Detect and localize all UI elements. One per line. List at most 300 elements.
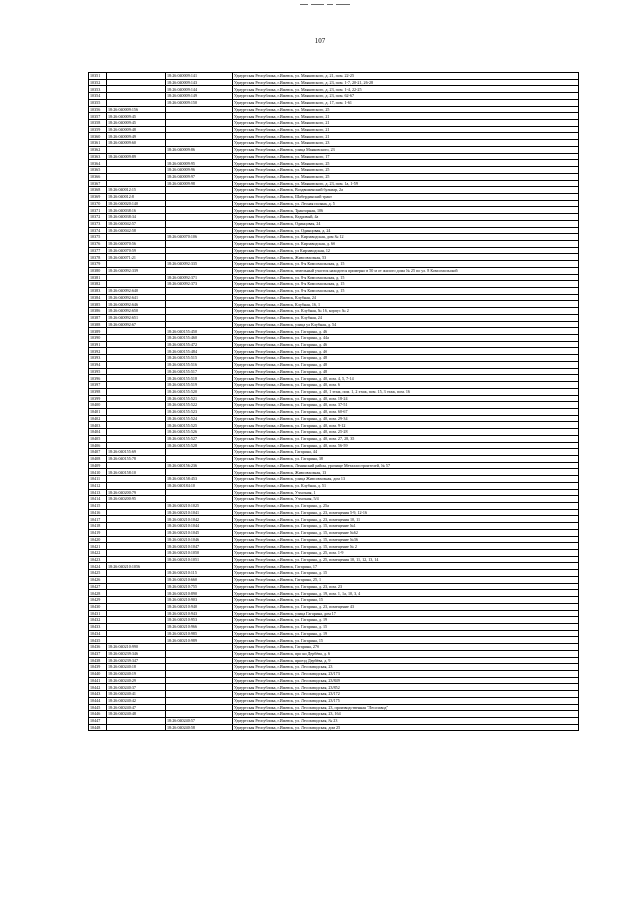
table-row <box>89 314 579 321</box>
land-cadastral-number-cell <box>107 422 166 429</box>
table-row <box>89 476 579 483</box>
building-cadastral-number-cell: 18:26:040210:1041 <box>166 509 233 516</box>
row-number-cell: 10418 <box>89 523 107 530</box>
table-row <box>89 388 579 395</box>
building-cadastral-number-cell: 18:26:040210:953 <box>166 617 233 624</box>
address-cell: Удмуртская Республика, г.Ижевск, ул. Гагарина, д. 4б <box>233 348 579 355</box>
row-number-cell: 10355 <box>89 99 107 106</box>
land-cadastral-number-cell: 18:26:040155:69 <box>107 449 166 456</box>
address-cell: Удмуртская Республика, г.Ижевск, ул. Гагарина, 15 <box>233 597 579 604</box>
land-cadastral-number-cell: 18:26:040009:45 <box>107 120 166 127</box>
land-cadastral-number-cell <box>107 509 166 516</box>
address-cell: Удмуртская Республика, г.Ижевск, улица Маяковского, 23 <box>233 146 579 153</box>
table-row <box>89 361 579 368</box>
building-cadastral-number-cell: 18:26:040155:520 <box>166 388 233 395</box>
table-row <box>89 597 579 604</box>
table-row <box>89 657 579 664</box>
building-cadastral-number-cell: 18:26:040240:57 <box>166 718 233 725</box>
land-cadastral-number-cell: 18:26:040009:60 <box>107 140 166 147</box>
land-cadastral-number-cell: 18:26:040240:47 <box>107 704 166 711</box>
land-cadastral-number-cell: 18:26:040200:95 <box>107 496 166 503</box>
land-cadastral-number-cell <box>107 442 166 449</box>
row-number-cell: 10375 <box>89 234 107 241</box>
building-cadastral-number-cell <box>166 140 233 147</box>
address-cell: Удмуртская Республика, г.Ижевск, ул. Гагарина, д. 15 <box>233 623 579 630</box>
building-cadastral-number-cell <box>166 187 233 194</box>
table-row <box>89 193 579 200</box>
land-cadastral-number-cell <box>107 630 166 637</box>
table-row <box>89 133 579 140</box>
table-row <box>89 355 579 362</box>
table-row <box>89 583 579 590</box>
row-number-cell: 10433 <box>89 623 107 630</box>
row-number-cell: 10376 <box>89 240 107 247</box>
address-cell: Удмуртская Республика, г.Ижевск, ул. Гагарина, д. 40, пом. 6 <box>233 382 579 389</box>
row-number-cell: 10438 <box>89 657 107 664</box>
building-cadastral-number-cell <box>166 711 233 718</box>
building-cadastral-number-cell: 18:26:040009:97 <box>166 173 233 180</box>
row-number-cell: 10385 <box>89 301 107 308</box>
land-cadastral-number-cell <box>107 583 166 590</box>
row-number-cell: 10406 <box>89 442 107 449</box>
table-row <box>89 670 579 677</box>
address-cell: Удмуртская Республика, г.Ижевск, ул. Гагарина, д. 46 <box>233 341 579 348</box>
table-row <box>89 664 579 671</box>
address-cell: Удмуртская Республика, г.Ижевск, ул. Маяковского, 17 <box>233 153 579 160</box>
address-cell: Удмуртская Республика, г.Ижевск, ул. Лесозаводская, № 23 <box>233 718 579 725</box>
building-cadastral-number-cell: 18:26:040158:453 <box>166 476 233 483</box>
building-cadastral-number-cell: 18:26:040210:940 <box>166 603 233 610</box>
land-cadastral-number-cell: 18:26:040092:67 <box>107 321 166 328</box>
row-number-cell: 10427 <box>89 583 107 590</box>
land-cadastral-number-cell <box>107 368 166 375</box>
address-cell: Удмуртская Республика, г.Ижевск, ул. Лесная поляна, д. 5 <box>233 200 579 207</box>
building-cadastral-number-cell <box>166 455 233 462</box>
address-cell: Удмуртская Республика, г.Ижевск, ул. Лесозаводская, дом 25 <box>233 724 579 731</box>
building-cadastral-number-cell <box>166 301 233 308</box>
table-row <box>89 120 579 127</box>
row-number-cell: 10428 <box>89 590 107 597</box>
building-cadastral-number-cell <box>166 684 233 691</box>
land-cadastral-number-cell: 18:26:040240:48 <box>107 711 166 718</box>
table-row <box>89 308 579 315</box>
row-number-cell: 10444 <box>89 697 107 704</box>
address-cell: Удмуртская Республика, г.Ижевск, ул. Гагарина, д. 23, помещения 10, 11 <box>233 516 579 523</box>
land-cadastral-number-cell: 18:26:040009:45 <box>107 113 166 120</box>
row-number-cell: 10420 <box>89 536 107 543</box>
row-number-cell: 10400 <box>89 402 107 409</box>
address-cell: Удмуртская Республика, г.Ижевск, Воздвиженский бульвар, 2а <box>233 187 579 194</box>
row-number-cell: 10440 <box>89 670 107 677</box>
building-cadastral-number-cell: 18:26:040009:86 <box>166 146 233 153</box>
building-cadastral-number-cell <box>166 677 233 684</box>
table-row <box>89 220 579 227</box>
table-row <box>89 415 579 422</box>
row-number-cell: 10379 <box>89 261 107 268</box>
table-row <box>89 644 579 651</box>
table-row <box>89 536 579 543</box>
row-number-cell: 10431 <box>89 610 107 617</box>
building-cadastral-number-cell: 18:26:040155:450 <box>166 328 233 335</box>
row-number-cell: 10360 <box>89 133 107 140</box>
table-row <box>89 455 579 462</box>
land-cadastral-number-cell: 18:26:040092:646 <box>107 301 166 308</box>
row-number-cell: 10382 <box>89 281 107 288</box>
land-cadastral-number-cell: 18:26:040070:59 <box>107 247 166 254</box>
table-row <box>89 281 579 288</box>
row-number-cell: 10389 <box>89 328 107 335</box>
address-cell: Удмуртская Республика, г.Ижевск, ул. Маяковского, 25 <box>233 173 579 180</box>
land-cadastral-number-cell <box>107 435 166 442</box>
table-row <box>89 234 579 241</box>
table-row <box>89 462 579 469</box>
address-cell: Удмуртская Республика, г.Ижевск, ул. Гагарина, д. 40, пом. 56-59 <box>233 442 579 449</box>
table-row <box>89 496 579 503</box>
address-cell: Удмуртская Республика, г.Ижевск, ул. Кирзаводская, д. 6б <box>233 240 579 247</box>
address-cell: Удмуртская Республика, г.Ижевск, ул. Маяковского, 25 <box>233 106 579 113</box>
land-cadastral-number-cell: 18:26:040009:156 <box>107 106 166 113</box>
land-cadastral-number-cell <box>107 576 166 583</box>
building-cadastral-number-cell: 18:26:040155:518 <box>166 375 233 382</box>
land-cadastral-number-cell <box>107 173 166 180</box>
row-number-cell: 10446 <box>89 711 107 718</box>
address-cell: Удмуртская Республика, г.Ижевск, ул. Гагарина, д. 40, пом. 25-28 <box>233 429 579 436</box>
table-row <box>89 207 579 214</box>
building-cadastral-number-cell: 18:26:040210:1042 <box>166 516 233 523</box>
cadastral-register-table <box>88 72 579 731</box>
building-cadastral-number-cell: 18:26:040210:903 <box>166 597 233 604</box>
address-cell: Удмуртская Республика, г.Ижевск, Шабердинский тракт <box>233 193 579 200</box>
land-cadastral-number-cell: 18:26:040042:58 <box>107 227 166 234</box>
table-row <box>89 556 579 563</box>
address-cell: Удмуртская Республика, г.Ижевск, ул. Гагарина, д. 40, пом. 37-51 <box>233 402 579 409</box>
building-cadastral-number-cell: 18:26:040155:521 <box>166 395 233 402</box>
address-cell: Удмуртская Республика, г.Ижевск, Ленинский район, урочище Металлостроителей, № 57 <box>233 462 579 469</box>
address-cell: Удмуртская Республика, г.Ижевск, ул. Гагарина, д. 40, пом. 60-67 <box>233 408 579 415</box>
address-cell: Удмуртская Республика, г.Ижевск, улица Гагарина, дом 17 <box>233 610 579 617</box>
table-row <box>89 550 579 557</box>
row-number-cell: 10373 <box>89 220 107 227</box>
row-number-cell: 10434 <box>89 630 107 637</box>
address-cell: Удмуртская Республика, г.Ижевск, Одинцовая, 24 <box>233 220 579 227</box>
row-number-cell: 10370 <box>89 200 107 207</box>
scan-artifact-mark <box>300 4 352 6</box>
row-number-cell: 10351 <box>89 73 107 80</box>
table-row <box>89 348 579 355</box>
land-cadastral-number-cell: 18:26:040020:140 <box>107 200 166 207</box>
address-cell: Удмуртская Республика, г.Ижевск, ул. Гагарина, д. 40, пом. 29-34 <box>233 415 579 422</box>
row-number-cell: 10386 <box>89 308 107 315</box>
land-cadastral-number-cell: 18:26:040210:990 <box>107 644 166 651</box>
building-cadastral-number-cell: 18:26:040155:527 <box>166 435 233 442</box>
table-row <box>89 79 579 86</box>
address-cell: Удмуртская Республика, г.Ижевск, Клубная, 16, 1 <box>233 301 579 308</box>
building-cadastral-number-cell: 18:26:040210:1045 <box>166 529 233 536</box>
table-row <box>89 590 579 597</box>
building-cadastral-number-cell: 18:26:040009:149 <box>166 93 233 100</box>
row-number-cell: 10408 <box>89 455 107 462</box>
row-number-cell: 10403 <box>89 422 107 429</box>
land-cadastral-number-cell <box>107 556 166 563</box>
row-number-cell: 10411 <box>89 476 107 483</box>
land-cadastral-number-cell <box>107 348 166 355</box>
address-cell: Удмуртская Республика, г.Ижевск, ул. Маяковского, д. 23, пом. 1а, 1-59 <box>233 180 579 187</box>
table-row <box>89 711 579 718</box>
land-cadastral-number-cell: 18:26:040158:10 <box>107 469 166 476</box>
building-cadastral-number-cell <box>166 563 233 570</box>
address-cell: Удмуртская Республика, г.Ижевск, Живсовхозная, 13 <box>233 469 579 476</box>
table-row <box>89 240 579 247</box>
building-cadastral-number-cell: 18:26:040155:519 <box>166 382 233 389</box>
row-number-cell: 10358 <box>89 120 107 127</box>
table-row <box>89 395 579 402</box>
land-cadastral-number-cell <box>107 462 166 469</box>
address-cell: Удмуртская Республика, г.Ижевск, улица Живсовхозная, дом 13 <box>233 476 579 483</box>
row-number-cell: 10372 <box>89 214 107 221</box>
building-cadastral-number-cell <box>166 314 233 321</box>
address-cell: Удмуртская Республика, г.Ижевск, Гагарина, 17 <box>233 563 579 570</box>
table-body <box>89 73 579 731</box>
row-number-cell: 10359 <box>89 126 107 133</box>
row-number-cell: 10401 <box>89 408 107 415</box>
table-row <box>89 200 579 207</box>
row-number-cell: 10383 <box>89 288 107 295</box>
address-cell: Удмуртская Республика, г.Ижевск, ул. Маяковского, д. 23, пом. 1-4, 22-25 <box>233 86 579 93</box>
row-number-cell: 10436 <box>89 644 107 651</box>
building-cadastral-number-cell <box>166 321 233 328</box>
row-number-cell: 10381 <box>89 274 107 281</box>
address-cell: Удмуртская Республика, г.Ижевск, Гагарина, 44 <box>233 449 579 456</box>
table-row <box>89 509 579 516</box>
building-cadastral-number-cell: 18:26:040092:371 <box>166 274 233 281</box>
table-row <box>89 408 579 415</box>
address-cell: Удмуртская Республика, г.Ижевск, ул. Гагарина, д. 48 <box>233 368 579 375</box>
address-cell: Удмуртская Республика, г.Ижевск, ул. Гагарина, д. 19 <box>233 630 579 637</box>
address-cell: Удмуртская Республика, г.Ижевск, ул. Кирзаводская, дом № 12 <box>233 234 579 241</box>
row-number-cell: 10362 <box>89 146 107 153</box>
building-cadastral-number-cell: 18:26:040009:96 <box>166 167 233 174</box>
land-cadastral-number-cell <box>107 724 166 731</box>
address-cell: Удмуртская Республика, г.Ижевск, Учхозная, 5/4 <box>233 496 579 503</box>
row-number-cell: 10388 <box>89 321 107 328</box>
table-row <box>89 630 579 637</box>
address-cell: Удмуртская Республика, г.Ижевск, ул. Лесозаводская, 23/849 <box>233 677 579 684</box>
land-cadastral-number-cell <box>107 597 166 604</box>
table-row <box>89 214 579 221</box>
building-cadastral-number-cell: 18:26:040155:526 <box>166 429 233 436</box>
row-number-cell: 10367 <box>89 180 107 187</box>
table-row <box>89 482 579 489</box>
row-number-cell: 10392 <box>89 348 107 355</box>
land-cadastral-number-cell: 18:26:040155:78 <box>107 455 166 462</box>
row-number-cell: 10397 <box>89 382 107 389</box>
table-row <box>89 288 579 295</box>
building-cadastral-number-cell <box>166 267 233 274</box>
land-cadastral-number-cell <box>107 375 166 382</box>
land-cadastral-number-cell: 18:26:040009:48 <box>107 126 166 133</box>
table-row <box>89 146 579 153</box>
land-cadastral-number-cell: 18:26:040042:57 <box>107 220 166 227</box>
land-cadastral-number-cell <box>107 160 166 167</box>
building-cadastral-number-cell: 18:26:040009:150 <box>166 99 233 106</box>
building-cadastral-number-cell <box>166 489 233 496</box>
table-row <box>89 402 579 409</box>
land-cadastral-number-cell: 18:26:040070:56 <box>107 240 166 247</box>
address-cell: Удмуртская Республика, г.Ижевск, ул. Лесозаводская, 23, 164 <box>233 711 579 718</box>
building-cadastral-number-cell: 18:26:040009:143 <box>166 79 233 86</box>
address-cell: Удмуртская Республика, г.Ижевск, ул. Гагарина, д. 19 <box>233 617 579 624</box>
building-cadastral-number-cell <box>166 650 233 657</box>
table-row <box>89 442 579 449</box>
row-number-cell: 10429 <box>89 597 107 604</box>
table-row <box>89 93 579 100</box>
address-cell: Удмуртская Республика, г.Ижевск, ул. Гагарина, д. 25, помещения 10, 11, 12, 13, 14 <box>233 556 579 563</box>
address-cell: Удмуртская Республика, г.Ижевск, ул. Гагарина, д. 23, помещение 43 <box>233 603 579 610</box>
building-cadastral-number-cell: 18:26:040070:106 <box>166 234 233 241</box>
building-cadastral-number-cell <box>166 691 233 698</box>
address-cell: Удмуртская Республика, г.Ижевск, улица ул Клубная, д. 54 <box>233 321 579 328</box>
building-cadastral-number-cell <box>166 220 233 227</box>
row-number-cell: 10439 <box>89 664 107 671</box>
address-cell: Удмуртская Республика, г.Ижевск, ул. Гагарина, д. 23, пом. 23 <box>233 583 579 590</box>
building-cadastral-number-cell: 18:26:040092:335 <box>166 261 233 268</box>
land-cadastral-number-cell <box>107 516 166 523</box>
table-row <box>89 576 579 583</box>
land-cadastral-number-cell: 18:26:040239:346 <box>107 650 166 657</box>
building-cadastral-number-cell: 18:26:040210:660 <box>166 576 233 583</box>
building-cadastral-number-cell <box>166 106 233 113</box>
row-number-cell: 10443 <box>89 691 107 698</box>
row-number-cell: 10405 <box>89 435 107 442</box>
land-cadastral-number-cell: 18:26:040240:41 <box>107 691 166 698</box>
table-row <box>89 697 579 704</box>
land-cadastral-number-cell: 18:26:040009:89 <box>107 153 166 160</box>
building-cadastral-number-cell: 18:26:040155:472 <box>166 341 233 348</box>
row-number-cell: 10395 <box>89 368 107 375</box>
address-cell: Удмуртская Республика, г.Ижевск, ул. Маяковского, 21 <box>233 120 579 127</box>
table-row <box>89 684 579 691</box>
building-cadastral-number-cell <box>166 697 233 704</box>
land-cadastral-number-cell <box>107 617 166 624</box>
address-cell: Удмуртская Республика, г.Ижевск, ул. Маяковского, 23 <box>233 140 579 147</box>
row-number-cell: 10398 <box>89 388 107 395</box>
building-cadastral-number-cell <box>166 644 233 651</box>
address-cell: Удмуртская Республика, г.Ижевск, ул Кирзаводская, 12 <box>233 247 579 254</box>
row-number-cell: 10402 <box>89 415 107 422</box>
table-row <box>89 247 579 254</box>
building-cadastral-number-cell: 18:26:040210:943 <box>166 610 233 617</box>
land-cadastral-number-cell <box>107 167 166 174</box>
table-row <box>89 321 579 328</box>
row-number-cell: 10366 <box>89 173 107 180</box>
page-number: 107 <box>314 37 326 45</box>
row-number-cell: 10409 <box>89 462 107 469</box>
row-number-cell: 10447 <box>89 718 107 725</box>
address-cell: Удмуртская Республика, г.Ижевск, ул. Гагарина, д. 19, пом. 1, 1а, 10, 3, 4 <box>233 590 579 597</box>
land-cadastral-number-cell <box>107 482 166 489</box>
address-cell: Удмуртская Республика, г.Ижевск, ул. Гагарина, д. 40, пом. 4, 5, 7-14 <box>233 375 579 382</box>
table-row <box>89 563 579 570</box>
row-number-cell: 10361 <box>89 140 107 147</box>
address-cell: Удмуртская Республика, г.Ижевск, Кедровый, 4а <box>233 214 579 221</box>
table-row <box>89 617 579 624</box>
table-row <box>89 267 579 274</box>
address-cell: Удмуртская Республика, г.Ижевск, ул. 8-я Комсомольская, д. 15 <box>233 288 579 295</box>
building-cadastral-number-cell <box>166 254 233 261</box>
building-cadastral-number-cell: 18:26:040210:115 <box>166 570 233 577</box>
building-cadastral-number-cell: 18:26:040240:58 <box>166 724 233 731</box>
land-cadastral-number-cell <box>107 550 166 557</box>
building-cadastral-number-cell: 18:26:040210:1046 <box>166 536 233 543</box>
row-number-cell: 10396 <box>89 375 107 382</box>
table-row <box>89 704 579 711</box>
row-number-cell: 10417 <box>89 516 107 523</box>
address-cell: Удмуртская Республика, г.Ижевск, ул. Гагарина, д. 15, помещение №62 <box>233 529 579 536</box>
table-row <box>89 106 579 113</box>
land-cadastral-number-cell <box>107 361 166 368</box>
address-cell: Удмуртская Республика, г.Ижевск, ул. Маяковского, 25 <box>233 167 579 174</box>
row-number-cell: 10437 <box>89 650 107 657</box>
address-cell: Удмуртская Республика, г.Ижевск, ул. Гагарина, д. 48 <box>233 361 579 368</box>
building-cadastral-number-cell <box>166 496 233 503</box>
address-cell: Удмуртская Республика, г.Ижевск, ул. Гагарина, д. 23, помещения 5-9, 12-16 <box>233 509 579 516</box>
row-number-cell: 10390 <box>89 335 107 342</box>
table-row <box>89 718 579 725</box>
row-number-cell: 10445 <box>89 704 107 711</box>
building-cadastral-number-cell: 18:26:040156:236 <box>166 462 233 469</box>
land-cadastral-number-cell <box>107 388 166 395</box>
address-cell: Удмуртская Республика, г.Ижевск, Живсовхозная, 53 <box>233 254 579 261</box>
address-cell: Удмуртская Республика, г.Ижевск, ул. Гагарина, д. 48 <box>233 355 579 362</box>
table-row <box>89 294 579 301</box>
land-cadastral-number-cell <box>107 99 166 106</box>
row-number-cell: 10422 <box>89 550 107 557</box>
row-number-cell: 10404 <box>89 429 107 436</box>
table-row <box>89 677 579 684</box>
table-row <box>89 261 579 268</box>
land-cadastral-number-cell <box>107 570 166 577</box>
table-row <box>89 341 579 348</box>
building-cadastral-number-cell <box>166 126 233 133</box>
address-cell: Удмуртская Республика, г.Ижевск, ул. Лесозаводская, 23 <box>233 664 579 671</box>
building-cadastral-number-cell: 18:26:040184:10 <box>166 482 233 489</box>
building-cadastral-number-cell <box>166 227 233 234</box>
building-cadastral-number-cell <box>166 704 233 711</box>
row-number-cell: 10419 <box>89 529 107 536</box>
row-number-cell: 10423 <box>89 556 107 563</box>
address-cell: Удмуртская Республика, г.Ижевск, про ки Дербёва, д. 6 <box>233 650 579 657</box>
table-row <box>89 691 579 698</box>
address-cell: Удмуртская Республика, г.Ижевск, ул. Гагарина, д. 40, пом. 9-12 <box>233 422 579 429</box>
building-cadastral-number-cell: 18:26:040210:1044 <box>166 523 233 530</box>
address-cell: Удмуртская Республика, г.Ижевск, Учхозная, 1 <box>233 489 579 496</box>
building-cadastral-number-cell: 18:26:040009:98 <box>166 180 233 187</box>
row-number-cell: 10416 <box>89 509 107 516</box>
land-cadastral-number-cell: 18:26:040092:650 <box>107 308 166 315</box>
address-cell: Удмуртская Республика, г.Ижевск, ул. 8-я Комсомольская, д. 15 <box>233 274 579 281</box>
row-number-cell: 10374 <box>89 227 107 234</box>
land-cadastral-number-cell: 18:26:040071:21 <box>107 254 166 261</box>
land-cadastral-number-cell <box>107 86 166 93</box>
address-cell: Удмуртская Республика, г.Ижевск, проезд Дербёва, д. 9 <box>233 657 579 664</box>
land-cadastral-number-cell: 18:26:040240:37 <box>107 684 166 691</box>
building-cadastral-number-cell <box>166 214 233 221</box>
row-number-cell: 10365 <box>89 167 107 174</box>
address-cell: Удмуртская Республика, г.Ижевск, ул. Маяковского, д. 23, пом. 1-7, 20-21, 26-28 <box>233 79 579 86</box>
land-cadastral-number-cell <box>107 261 166 268</box>
table-row <box>89 227 579 234</box>
address-cell: Удмуртская Республика, г.Ижевск, ул. Гагарина, д. 46 <box>233 328 579 335</box>
